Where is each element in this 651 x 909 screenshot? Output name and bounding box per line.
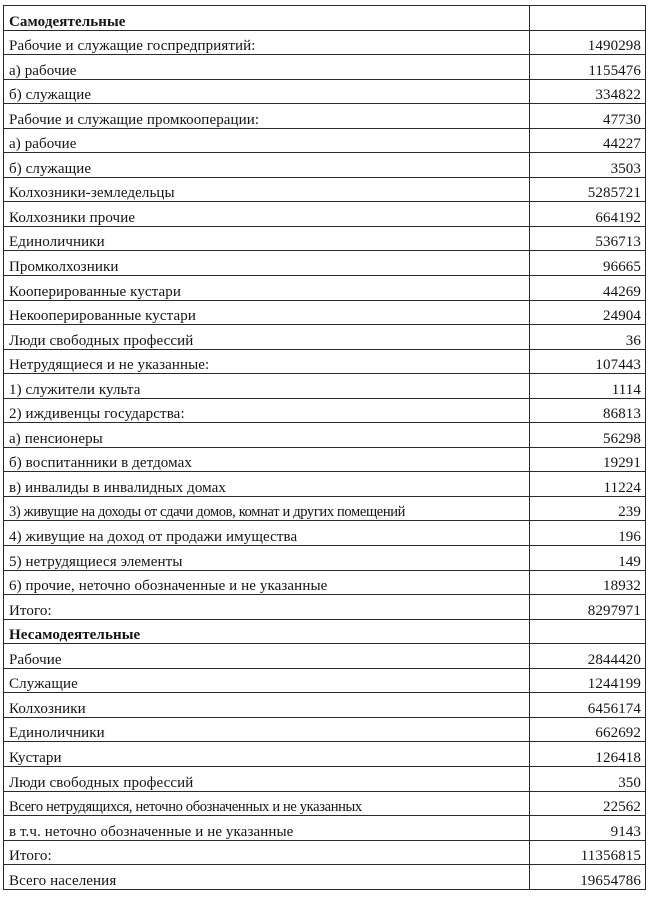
table-row [4, 644, 646, 669]
table-row [4, 791, 646, 816]
row-value: 96665 [530, 251, 646, 276]
row-value: 536713 [530, 226, 646, 251]
row-value: 22562 [530, 791, 646, 816]
row-label: Всего нетрудящихся, неточно обозначенных и не указанных [4, 791, 530, 816]
table-row [4, 104, 646, 129]
row-value: 196 [530, 521, 646, 546]
row-label: Люди свободных профессий [4, 325, 530, 350]
row-value [530, 619, 646, 644]
row-value: 8297971 [530, 595, 646, 620]
row-value: 18932 [530, 570, 646, 595]
table-row [4, 30, 646, 55]
table-row [4, 865, 646, 890]
row-value: 662692 [530, 717, 646, 742]
row-value: 9143 [530, 816, 646, 841]
section-title: Самодеятельные [4, 6, 530, 31]
row-label: Колхозники прочие [4, 202, 530, 227]
row-value: 1155476 [530, 55, 646, 80]
table-row [4, 276, 646, 301]
table-row [4, 472, 646, 497]
row-label: а) пенсионеры [4, 423, 530, 448]
row-value: 24904 [530, 300, 646, 325]
row-label: Единоличники [4, 717, 530, 742]
row-label: Рабочие [4, 644, 530, 669]
row-label: а) рабочие [4, 128, 530, 153]
table-row [4, 595, 646, 620]
row-label: Нетрудящиеся и не указанные: [4, 349, 530, 374]
table-row [4, 226, 646, 251]
row-value: 107443 [530, 349, 646, 374]
row-value: 1490298 [530, 30, 646, 55]
row-label: б) воспитанники в детдомах [4, 447, 530, 472]
row-value: 6456174 [530, 693, 646, 718]
row-label: Промколхозники [4, 251, 530, 276]
row-value: 44269 [530, 276, 646, 301]
row-value: 36 [530, 325, 646, 350]
table-row [4, 742, 646, 767]
row-value: 11224 [530, 472, 646, 497]
table-row [4, 177, 646, 202]
table-row [4, 668, 646, 693]
row-value: 19654786 [530, 865, 646, 890]
row-label: 4) живущие на доход от продажи имущества [4, 521, 530, 546]
row-value: 149 [530, 546, 646, 571]
table-row [4, 349, 646, 374]
table-row [4, 79, 646, 104]
row-label: Кооперированные кустари [4, 276, 530, 301]
section-title: Несамодеятельные [4, 619, 530, 644]
row-label: Итого: [4, 840, 530, 865]
table-row [4, 840, 646, 865]
row-label: в) инвалиды в инвалидных домах [4, 472, 530, 497]
row-value: 11356815 [530, 840, 646, 865]
row-label: Некооперированные кустари [4, 300, 530, 325]
row-value: 5285721 [530, 177, 646, 202]
row-value: 1114 [530, 374, 646, 399]
table-row [4, 374, 646, 399]
table-row [4, 55, 646, 80]
row-label: Служащие [4, 668, 530, 693]
table-row [4, 398, 646, 423]
row-value: 664192 [530, 202, 646, 227]
row-value: 47730 [530, 104, 646, 129]
row-value: 334822 [530, 79, 646, 104]
table-row [4, 521, 646, 546]
row-value: 56298 [530, 423, 646, 448]
row-label: Всего населения [4, 865, 530, 890]
row-value: 86813 [530, 398, 646, 423]
row-label: Единоличники [4, 226, 530, 251]
row-label: Итого: [4, 595, 530, 620]
row-label: б) служащие [4, 79, 530, 104]
row-value: 2844420 [530, 644, 646, 669]
row-label: Рабочие и служащие госпредприятий: [4, 30, 530, 55]
row-label: Рабочие и служащие промкооперации: [4, 104, 530, 129]
section-header-row [4, 619, 646, 644]
row-value: 126418 [530, 742, 646, 767]
table-row [4, 546, 646, 571]
row-value: 44227 [530, 128, 646, 153]
row-label: 5) нетрудящиеся элементы [4, 546, 530, 571]
row-label: 1) служители культа [4, 374, 530, 399]
row-label: Колхозники [4, 693, 530, 718]
section-header-row [4, 6, 646, 31]
table-row [4, 496, 646, 521]
row-label: 6) прочие, неточно обозначенные и не указанные [4, 570, 530, 595]
table-row [4, 325, 646, 350]
table-row [4, 816, 646, 841]
row-value: 19291 [530, 447, 646, 472]
table-row [4, 447, 646, 472]
row-value: 1244199 [530, 668, 646, 693]
row-value: 3503 [530, 153, 646, 178]
row-label: а) рабочие [4, 55, 530, 80]
population-table [3, 5, 646, 890]
table-row [4, 251, 646, 276]
row-label: Кустари [4, 742, 530, 767]
table-row [4, 766, 646, 791]
table-row [4, 202, 646, 227]
row-label: Люди свободных профессий [4, 766, 530, 791]
row-label: 3) живущие на доходы от сдачи домов, комнат и других помещений [4, 496, 530, 521]
document-page [3, 5, 645, 890]
table-row [4, 128, 646, 153]
row-label: Колхозники-земледельцы [4, 177, 530, 202]
row-label: 2) иждивенцы государства: [4, 398, 530, 423]
table-row [4, 570, 646, 595]
row-value [530, 6, 646, 31]
row-label: в т.ч. неточно обозначенные и не указанные [4, 816, 530, 841]
row-value: 350 [530, 766, 646, 791]
table-row [4, 423, 646, 448]
table-body [4, 6, 646, 890]
table-row [4, 693, 646, 718]
table-row [4, 153, 646, 178]
row-value: 239 [530, 496, 646, 521]
row-label: б) служащие [4, 153, 530, 178]
table-row [4, 300, 646, 325]
table-row [4, 717, 646, 742]
